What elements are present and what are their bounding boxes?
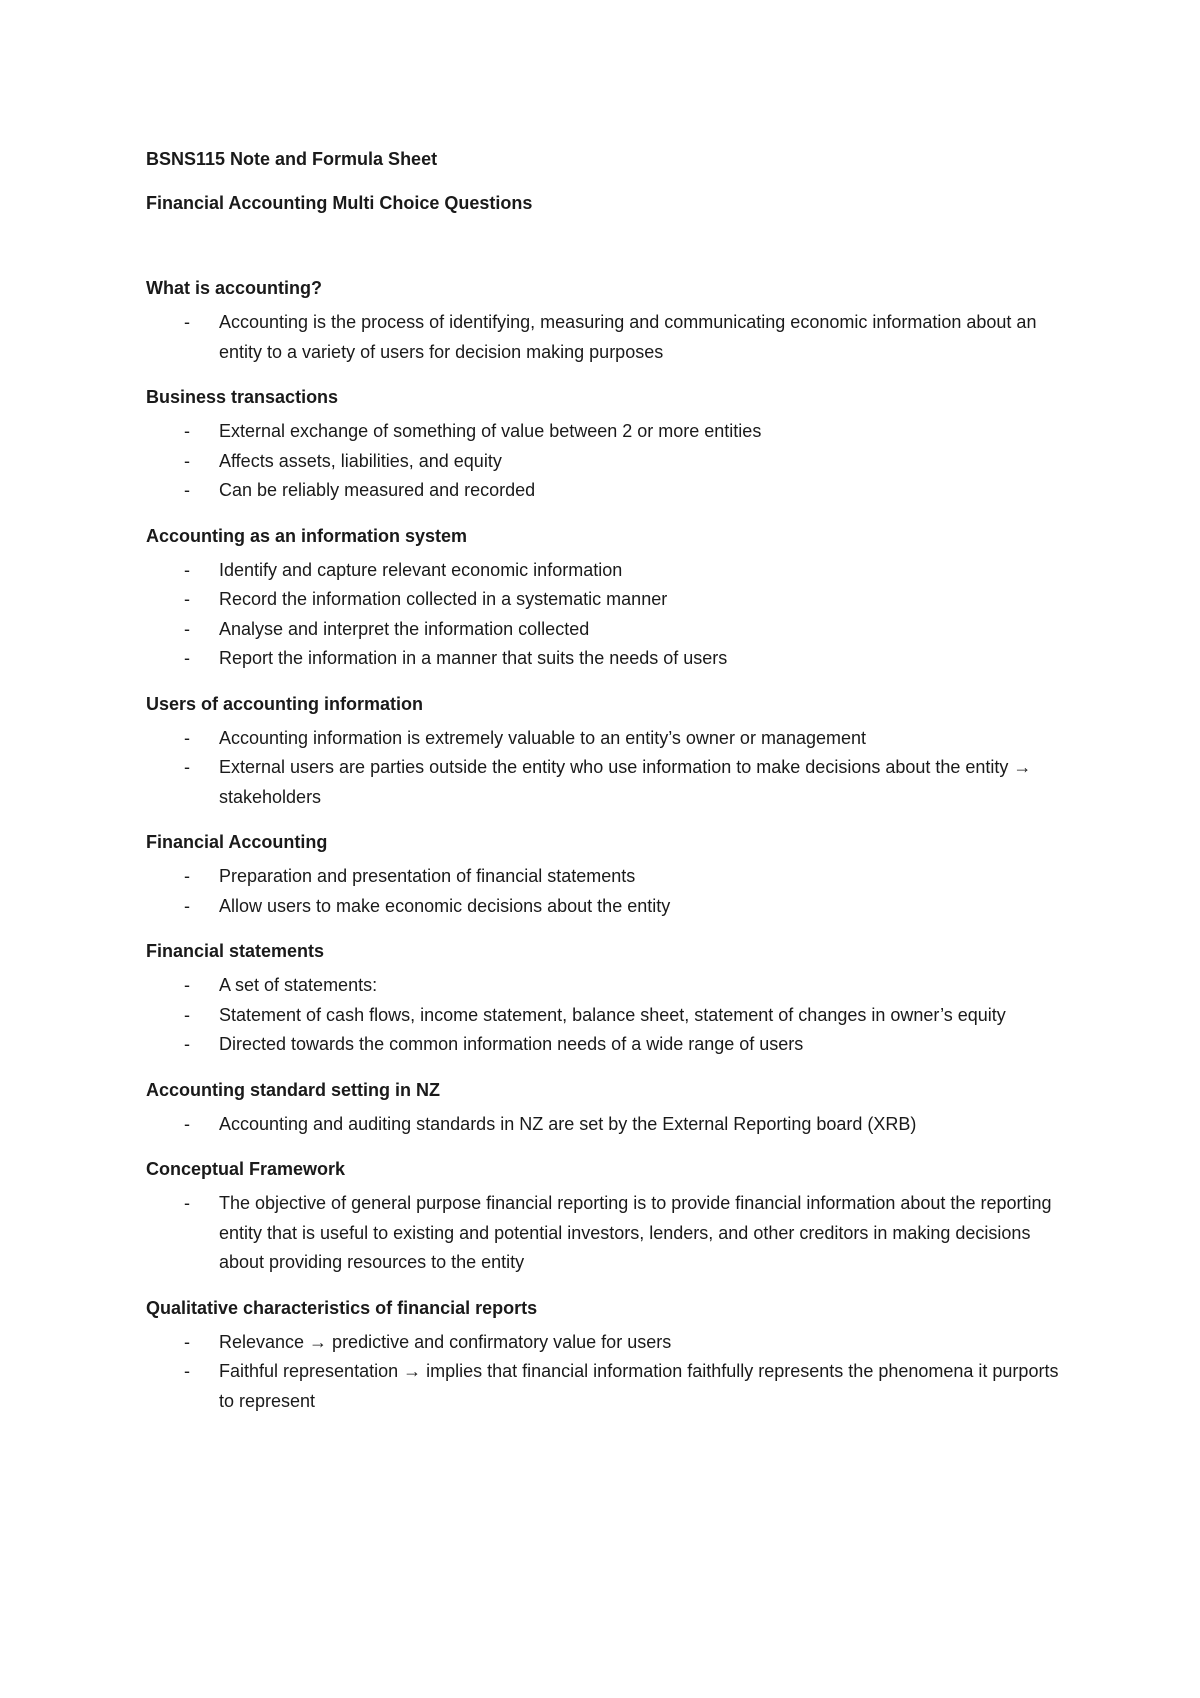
section-heading: Accounting as an information system bbox=[146, 525, 468, 546]
section-heading: Conceptual Framework bbox=[146, 1159, 346, 1179]
dash-marker-icon: - bbox=[184, 895, 190, 916]
bullet-item bbox=[146, 1001, 1066, 1031]
bullet-text: Accounting information is extremely valuable to an entity’s owner or management bbox=[219, 727, 867, 748]
section-heading: Financial statements bbox=[146, 941, 325, 961]
dash-marker-icon: - bbox=[184, 727, 190, 748]
bullet-text: Identify and capture relevant economic information bbox=[219, 559, 623, 580]
bullet-item bbox=[146, 1110, 1066, 1140]
bullet-item bbox=[146, 1189, 1066, 1278]
dash-marker-icon: - bbox=[184, 757, 190, 777]
bullet-item bbox=[146, 1328, 1066, 1358]
dash-marker-icon: - bbox=[184, 1193, 190, 1213]
bullet-item bbox=[146, 615, 1066, 645]
section-heading: Financial Accounting bbox=[146, 832, 328, 852]
bullet-list bbox=[146, 724, 1066, 813]
section bbox=[146, 521, 1066, 674]
bullet-text: Affects assets, liabilities, and equity bbox=[219, 450, 502, 471]
bullet-list bbox=[146, 971, 1066, 1060]
bullet-item bbox=[146, 556, 1066, 586]
section-heading: What is accounting? bbox=[146, 278, 323, 298]
bullet-item bbox=[146, 447, 1066, 477]
bullet-item bbox=[146, 971, 1066, 1001]
document-page bbox=[146, 144, 1066, 1416]
bullet-list bbox=[146, 308, 1066, 367]
dash-marker-icon: - bbox=[184, 589, 190, 609]
section bbox=[146, 689, 1066, 813]
bullet-item bbox=[146, 1030, 1066, 1060]
bullet-item bbox=[146, 753, 1066, 812]
bullet-text: External exchange of something of value between 2 or more entities bbox=[219, 421, 762, 441]
bullet-item bbox=[146, 308, 1066, 367]
document-title: BSNS115 Note and Formula Sheet bbox=[146, 149, 438, 169]
bullet-list bbox=[146, 1189, 1066, 1278]
bullet-item bbox=[146, 644, 1066, 674]
section bbox=[146, 1154, 1066, 1278]
dash-marker-icon: - bbox=[184, 1331, 190, 1352]
bullet-item bbox=[146, 862, 1066, 892]
bullet-text: Can be reliably measured and recorded bbox=[219, 480, 536, 500]
bullet-text: Record the information collected in a systematic manner bbox=[219, 589, 668, 609]
bullet-list bbox=[146, 1110, 1066, 1140]
bullet-text: Accounting and auditing standards in NZ are set by the External Reporting board (XRB) bbox=[219, 1113, 917, 1134]
section-heading: Users of accounting information bbox=[146, 693, 424, 714]
bullet-list bbox=[146, 1328, 1066, 1417]
section bbox=[146, 1293, 1066, 1417]
bullet-item bbox=[146, 724, 1066, 754]
dash-marker-icon: - bbox=[184, 618, 190, 639]
bullet-text: A set of statements: bbox=[219, 975, 378, 995]
section-heading: Qualitative characteristics of financial reports bbox=[146, 1297, 538, 1318]
dash-marker-icon: - bbox=[184, 421, 190, 441]
bullet-text: Allow users to make economic decisions about the entity bbox=[219, 895, 671, 916]
bullet-text: Preparation and presentation of financial statements bbox=[219, 866, 636, 886]
bullet-text: Report the information in a manner that suits the needs of users bbox=[219, 648, 728, 668]
dash-marker-icon: - bbox=[184, 1034, 190, 1054]
bullet-list bbox=[146, 556, 1066, 674]
dash-marker-icon: - bbox=[184, 866, 190, 886]
bullet-text: The objective of general purpose financial reporting is to provide financial information about the reporting entity that is useful to existing and potential investors, lenders, and other creditors in making decisions about providing resources to the entity bbox=[219, 1193, 1052, 1272]
bullet-text: External users are parties outside the entity who use information to make decisions about the entity → stakeholders bbox=[219, 757, 1032, 807]
bullet-text: Faithful representation → implies that financial information faithfully represents the phenomena it purports to represent bbox=[219, 1361, 1059, 1411]
dash-marker-icon: - bbox=[184, 648, 190, 668]
bullet-item bbox=[146, 892, 1066, 922]
dash-marker-icon: - bbox=[184, 1004, 190, 1025]
section bbox=[146, 827, 1066, 921]
bullet-text: Accounting is the process of identifying, measuring and communicating economic information about an entity to a variety of users for decision making purposes bbox=[219, 312, 1037, 362]
bullet-text: Statement of cash flows, income statement, balance sheet, statement of changes in owner’s equity bbox=[219, 1004, 1006, 1025]
bullet-list bbox=[146, 862, 1066, 921]
dash-marker-icon: - bbox=[184, 1113, 190, 1134]
document-subtitle: Financial Accounting Multi Choice Questions bbox=[146, 193, 533, 213]
bullet-item bbox=[146, 476, 1066, 506]
section bbox=[146, 936, 1066, 1060]
bullet-item bbox=[146, 1357, 1066, 1416]
section bbox=[146, 382, 1066, 506]
dash-marker-icon: - bbox=[184, 975, 190, 995]
dash-marker-icon: - bbox=[184, 559, 190, 580]
bullet-text: Relevance → predictive and confirmatory value for users bbox=[219, 1331, 672, 1352]
sections-container bbox=[146, 273, 1066, 1416]
section bbox=[146, 273, 1066, 367]
bullet-list bbox=[146, 417, 1066, 506]
dash-marker-icon: - bbox=[184, 312, 190, 332]
bullet-item bbox=[146, 417, 1066, 447]
dash-marker-icon: - bbox=[184, 450, 190, 471]
section-heading: Business transactions bbox=[146, 387, 339, 407]
section bbox=[146, 1075, 1066, 1140]
dash-marker-icon: - bbox=[184, 1361, 190, 1381]
bullet-item bbox=[146, 585, 1066, 615]
bullet-text: Directed towards the common information needs of a wide range of users bbox=[219, 1034, 804, 1054]
section-heading: Accounting standard setting in NZ bbox=[146, 1079, 441, 1100]
bullet-text: Analyse and interpret the information collected bbox=[219, 618, 590, 639]
dash-marker-icon: - bbox=[184, 480, 190, 500]
